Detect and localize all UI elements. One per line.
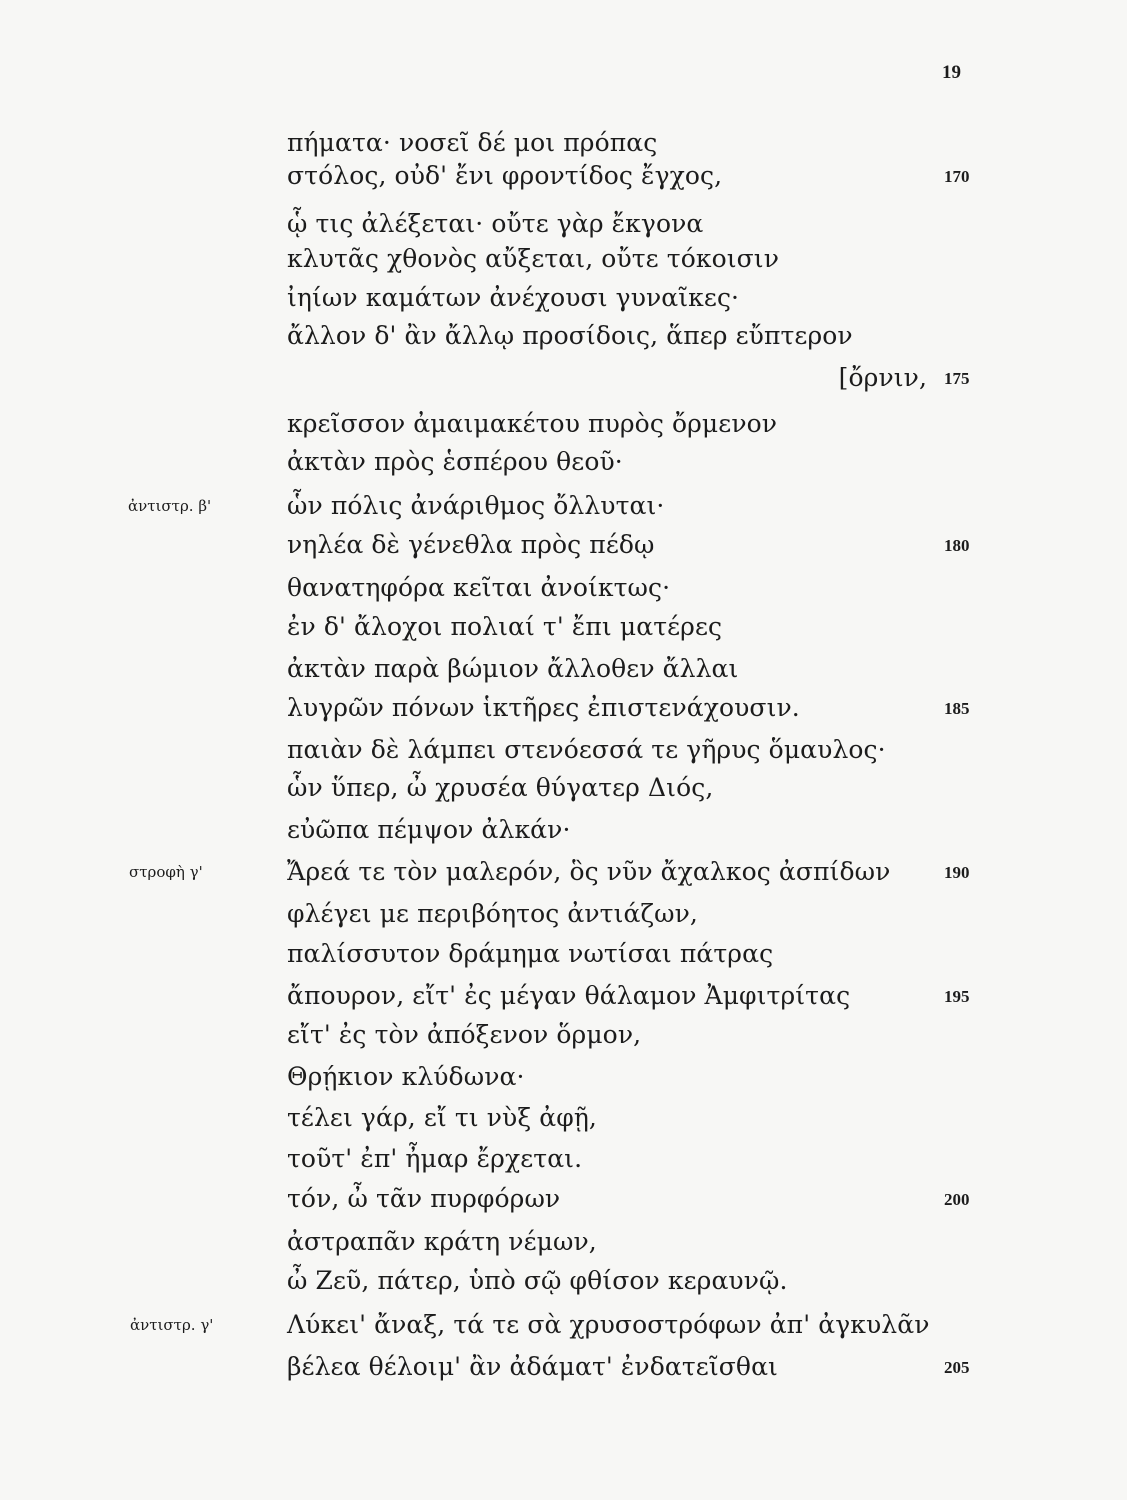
line-number: 175 bbox=[944, 369, 970, 388]
verse-line bbox=[0, 773, 1127, 815]
verse-line bbox=[0, 939, 1127, 981]
verse-line bbox=[0, 693, 1127, 735]
verse-line bbox=[0, 1266, 1127, 1308]
verse-text: ἀκτὰν πρὸς ἑσπέρου θεοῦ· bbox=[287, 447, 623, 476]
verse-text: ὧν ὕπερ, ὦ χρυσέα θύγατερ Διός, bbox=[287, 773, 714, 802]
verse-text: Θρῄκιον κλύδωνα· bbox=[287, 1062, 525, 1091]
verse-line bbox=[0, 857, 1127, 899]
verse-text: κρεῖσσον ἀμαιμακέτου πυρὸς ὄρμενον bbox=[287, 409, 778, 438]
verse-text: ἄπουρον, εἴτ' ἐς μέγαν θάλαμον Ἀμφιτρίτας bbox=[287, 981, 851, 1010]
verse-line bbox=[0, 363, 1127, 405]
verse-line bbox=[0, 283, 1127, 325]
line-number: 190 bbox=[944, 863, 970, 882]
verse-text: τόν, ὦ τᾶν πυρφόρων bbox=[287, 1184, 561, 1213]
verse-text: στόλος, οὐδ' ἔνι φροντίδος ἔγχος, bbox=[287, 161, 723, 190]
verse-text: ἐν δ' ἄλοχοι πολιαί τ' ἔπι ματέρες bbox=[287, 612, 723, 641]
verse-text: ἀστραπᾶν κράτη νέμων, bbox=[287, 1227, 597, 1256]
verse-line bbox=[0, 161, 1127, 203]
verse-line bbox=[0, 1103, 1127, 1145]
verse-line bbox=[0, 409, 1127, 451]
verse-text: ἰηίων καμάτων ἀνέχουσι γυναῖκες· bbox=[287, 283, 740, 312]
verse-line bbox=[0, 244, 1127, 286]
verse-line bbox=[0, 491, 1127, 533]
strophe-label: ἀντιστρ. γ' bbox=[130, 1316, 214, 1334]
verse-line bbox=[0, 1352, 1127, 1394]
verse-text: βέλεα θέλοιμ' ἂν ἀδάματ' ἐνδατεῖσθαι bbox=[287, 1352, 778, 1381]
verse-line bbox=[0, 573, 1127, 615]
verse-text: παλίσσυτον δράμημα νωτίσαι πάτρας bbox=[287, 939, 774, 968]
verse-line bbox=[0, 1184, 1127, 1226]
verse-text: Ἄρεά τε τὸν μαλερόν, ὃς νῦν ἄχαλκος ἀσπίδων bbox=[287, 857, 891, 886]
verse-line bbox=[0, 530, 1127, 572]
verse-text: [ὄρνιν, bbox=[838, 363, 927, 392]
verse-line bbox=[0, 1310, 1127, 1352]
verse-line bbox=[0, 447, 1127, 489]
verse-text: θανατηφόρα κεῖται ἀνοίκτως· bbox=[287, 573, 671, 602]
line-number: 195 bbox=[944, 987, 970, 1006]
verse-line bbox=[0, 1144, 1127, 1186]
verse-text: λυγρῶν πόνων ἱκτῆρες ἐπιστενάχουσιν. bbox=[287, 693, 800, 722]
verse-line bbox=[0, 981, 1127, 1023]
verse-text: παιὰν δὲ λάμπει στενόεσσά τε γῆρυς ὅμαυλος· bbox=[287, 735, 886, 764]
line-number: 185 bbox=[944, 699, 970, 718]
verse-line bbox=[0, 1062, 1127, 1104]
verse-line bbox=[0, 735, 1127, 777]
verse-text: κλυτᾶς χθονὸς αὔξεται, οὔτε τόκοισιν bbox=[287, 244, 779, 273]
line-number: 180 bbox=[944, 536, 970, 555]
verse-text: τοῦτ' ἐπ' ἦμαρ ἔρχεται. bbox=[287, 1144, 583, 1173]
verse-line bbox=[0, 321, 1127, 363]
verse-line bbox=[0, 815, 1127, 857]
page-number: 19 bbox=[942, 62, 961, 83]
verse-text: ὦ Ζεῦ, πάτερ, ὑπὸ σῷ φθίσον κεραυνῷ. bbox=[287, 1266, 788, 1295]
verse-line bbox=[0, 1227, 1127, 1269]
strophe-label: στροφὴ γ' bbox=[129, 863, 203, 881]
verse-text: τέλει γάρ, εἴ τι νὺξ ἀφῇ, bbox=[287, 1103, 597, 1132]
verse-text: νηλέα δὲ γένεθλα πρὸς πέδῳ bbox=[287, 530, 655, 559]
verse-text: Λύκει' ἄναξ, τά τε σὰ χρυσοστρόφων ἀπ' ἀγκυλᾶν bbox=[287, 1310, 930, 1339]
verse-line bbox=[0, 612, 1127, 654]
verse-line bbox=[0, 654, 1127, 696]
verse-text: εἴτ' ἐς τὸν ἀπόξενον ὅρμον, bbox=[287, 1020, 642, 1049]
verse-text: ἄλλον δ' ἂν ἄλλῳ προσίδοις, ἅπερ εὔπτερον bbox=[287, 321, 853, 350]
verse-text: ᾧ τις ἀλέξεται· οὔτε γὰρ ἔκγονα bbox=[287, 209, 704, 238]
line-number: 170 bbox=[944, 167, 970, 186]
verse-line bbox=[0, 1020, 1127, 1062]
strophe-label: ἀντιστρ. β' bbox=[128, 497, 212, 515]
line-number: 205 bbox=[944, 1358, 970, 1377]
verse-text: πήματα· νοσεῖ δέ μοι πρόπας bbox=[287, 128, 658, 157]
verse-text: ὧν πόλις ἀνάριθμος ὄλλυται· bbox=[287, 491, 665, 520]
line-number: 200 bbox=[944, 1190, 970, 1209]
verse-text: φλέγει με περιβόητος ἀντιάζων, bbox=[287, 899, 698, 928]
verse-text: ἀκτὰν παρὰ βώμιον ἄλλοθεν ἄλλαι bbox=[287, 654, 739, 683]
verse-text: εὐῶπα πέμψον ἀλκάν· bbox=[287, 815, 571, 844]
verse-line bbox=[0, 899, 1127, 941]
